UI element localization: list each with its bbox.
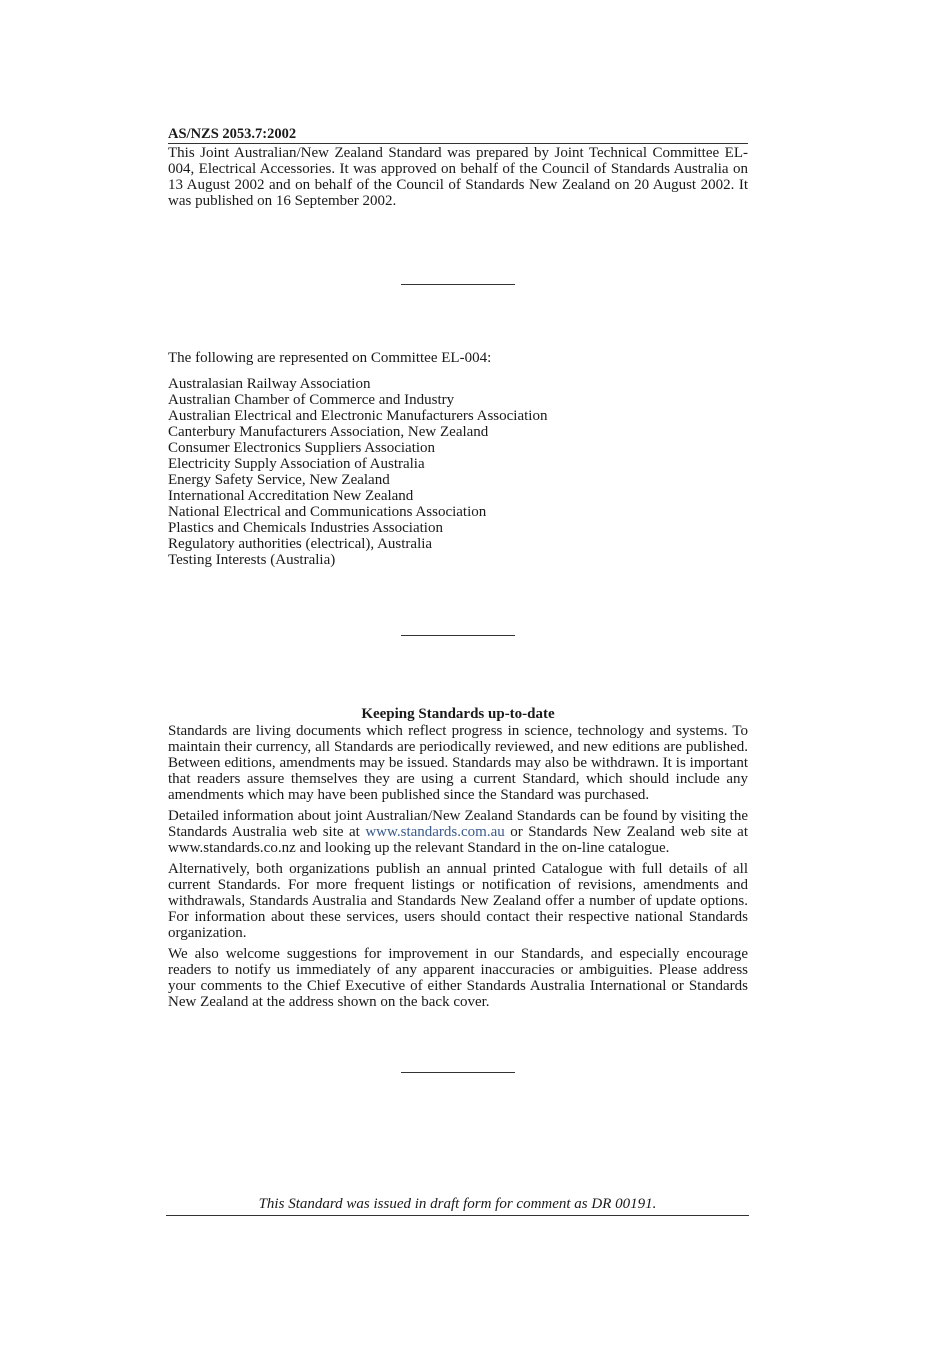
list-item: National Electrical and Communications Association xyxy=(168,504,487,520)
list-item: Canterbury Manufacturers Association, New Zealand xyxy=(168,424,489,440)
section-divider xyxy=(401,635,515,636)
draft-note: This Standard was issued in draft form for comment as DR 00191. xyxy=(166,1195,749,1216)
document-page xyxy=(168,126,748,1073)
list-item: International Accreditation New Zealand xyxy=(168,488,414,504)
standards-australia-link[interactable]: www.standards.com.au xyxy=(365,824,505,840)
preparation-paragraph: This Joint Australian/New Zealand Standard was prepared by Joint Technical Committee EL-004, Electrical Accessories. It was approved on behalf of the Council of Standards Australia on 13 August 2002 and on behalf of the Council of Standards New Zealand on 20 August 2002. It was published on 16 September 2002. xyxy=(168,145,748,209)
list-item: Energy Safety Service, New Zealand xyxy=(168,472,390,488)
list-item: Plastics and Chemicals Industries Association xyxy=(168,520,443,536)
list-item: Testing Interests (Australia) xyxy=(168,552,336,568)
section-divider xyxy=(401,284,515,285)
list-item: Regulatory authorities (electrical), Australia xyxy=(168,536,433,552)
section-title: Keeping Standards up-to-date xyxy=(361,706,555,722)
body-paragraph: We also welcome suggestions for improvement in our Standards, and especially encourage readers to notify us immediately of any apparent inaccuracies or ambiguities. Please address your comments to the Chief Executive of either Standards Australia International or Standards New Zealand at the address shown on the back cover. xyxy=(168,946,748,1010)
section-divider xyxy=(401,1072,515,1073)
committee-member-list xyxy=(168,376,748,568)
list-item: Consumer Electronics Suppliers Association xyxy=(168,440,436,456)
committee-intro: The following are represented on Committee EL-004: xyxy=(168,350,492,366)
standard-code: AS/NZS 2053.7:2002 xyxy=(168,126,748,144)
list-item: Australasian Railway Association xyxy=(168,376,371,392)
list-item: Australian Chamber of Commerce and Industry xyxy=(168,392,455,408)
body-paragraph: Standards are living documents which reflect progress in science, technology and systems. To maintain their currency, all Standards are periodically reviewed, and new editions are published. Between editions, amendments may be issued. Standards may also be withdrawn. It is important that readers assure themselves they are using a current Standard, which should include any amendments which may have been published since the Standard was purchased. xyxy=(168,723,748,803)
body-text: Detailed information about joint Australian/New Zealand Standards can be found by visiting the Standards Australia web site at xyxy=(168,808,748,840)
body-paragraph: Alternatively, both organizations publish an annual printed Catalogue with full details of all current Standards. For more frequent listings or notification of revisions, amendments and withdrawals, Standards Australia and Standards New Zealand offer a number of update options. For information about these services, users should contact their respective national Standards organization. xyxy=(168,861,748,941)
list-item: Australian Electrical and Electronic Manufacturers Association xyxy=(168,408,548,424)
body-text: or Standards New Zealand web site at www.standards.co.nz and looking up the relevant Standard in the on-line catalogue. xyxy=(168,824,748,856)
body-paragraph-web xyxy=(168,808,748,856)
list-item: Electricity Supply Association of Australia xyxy=(168,456,425,472)
